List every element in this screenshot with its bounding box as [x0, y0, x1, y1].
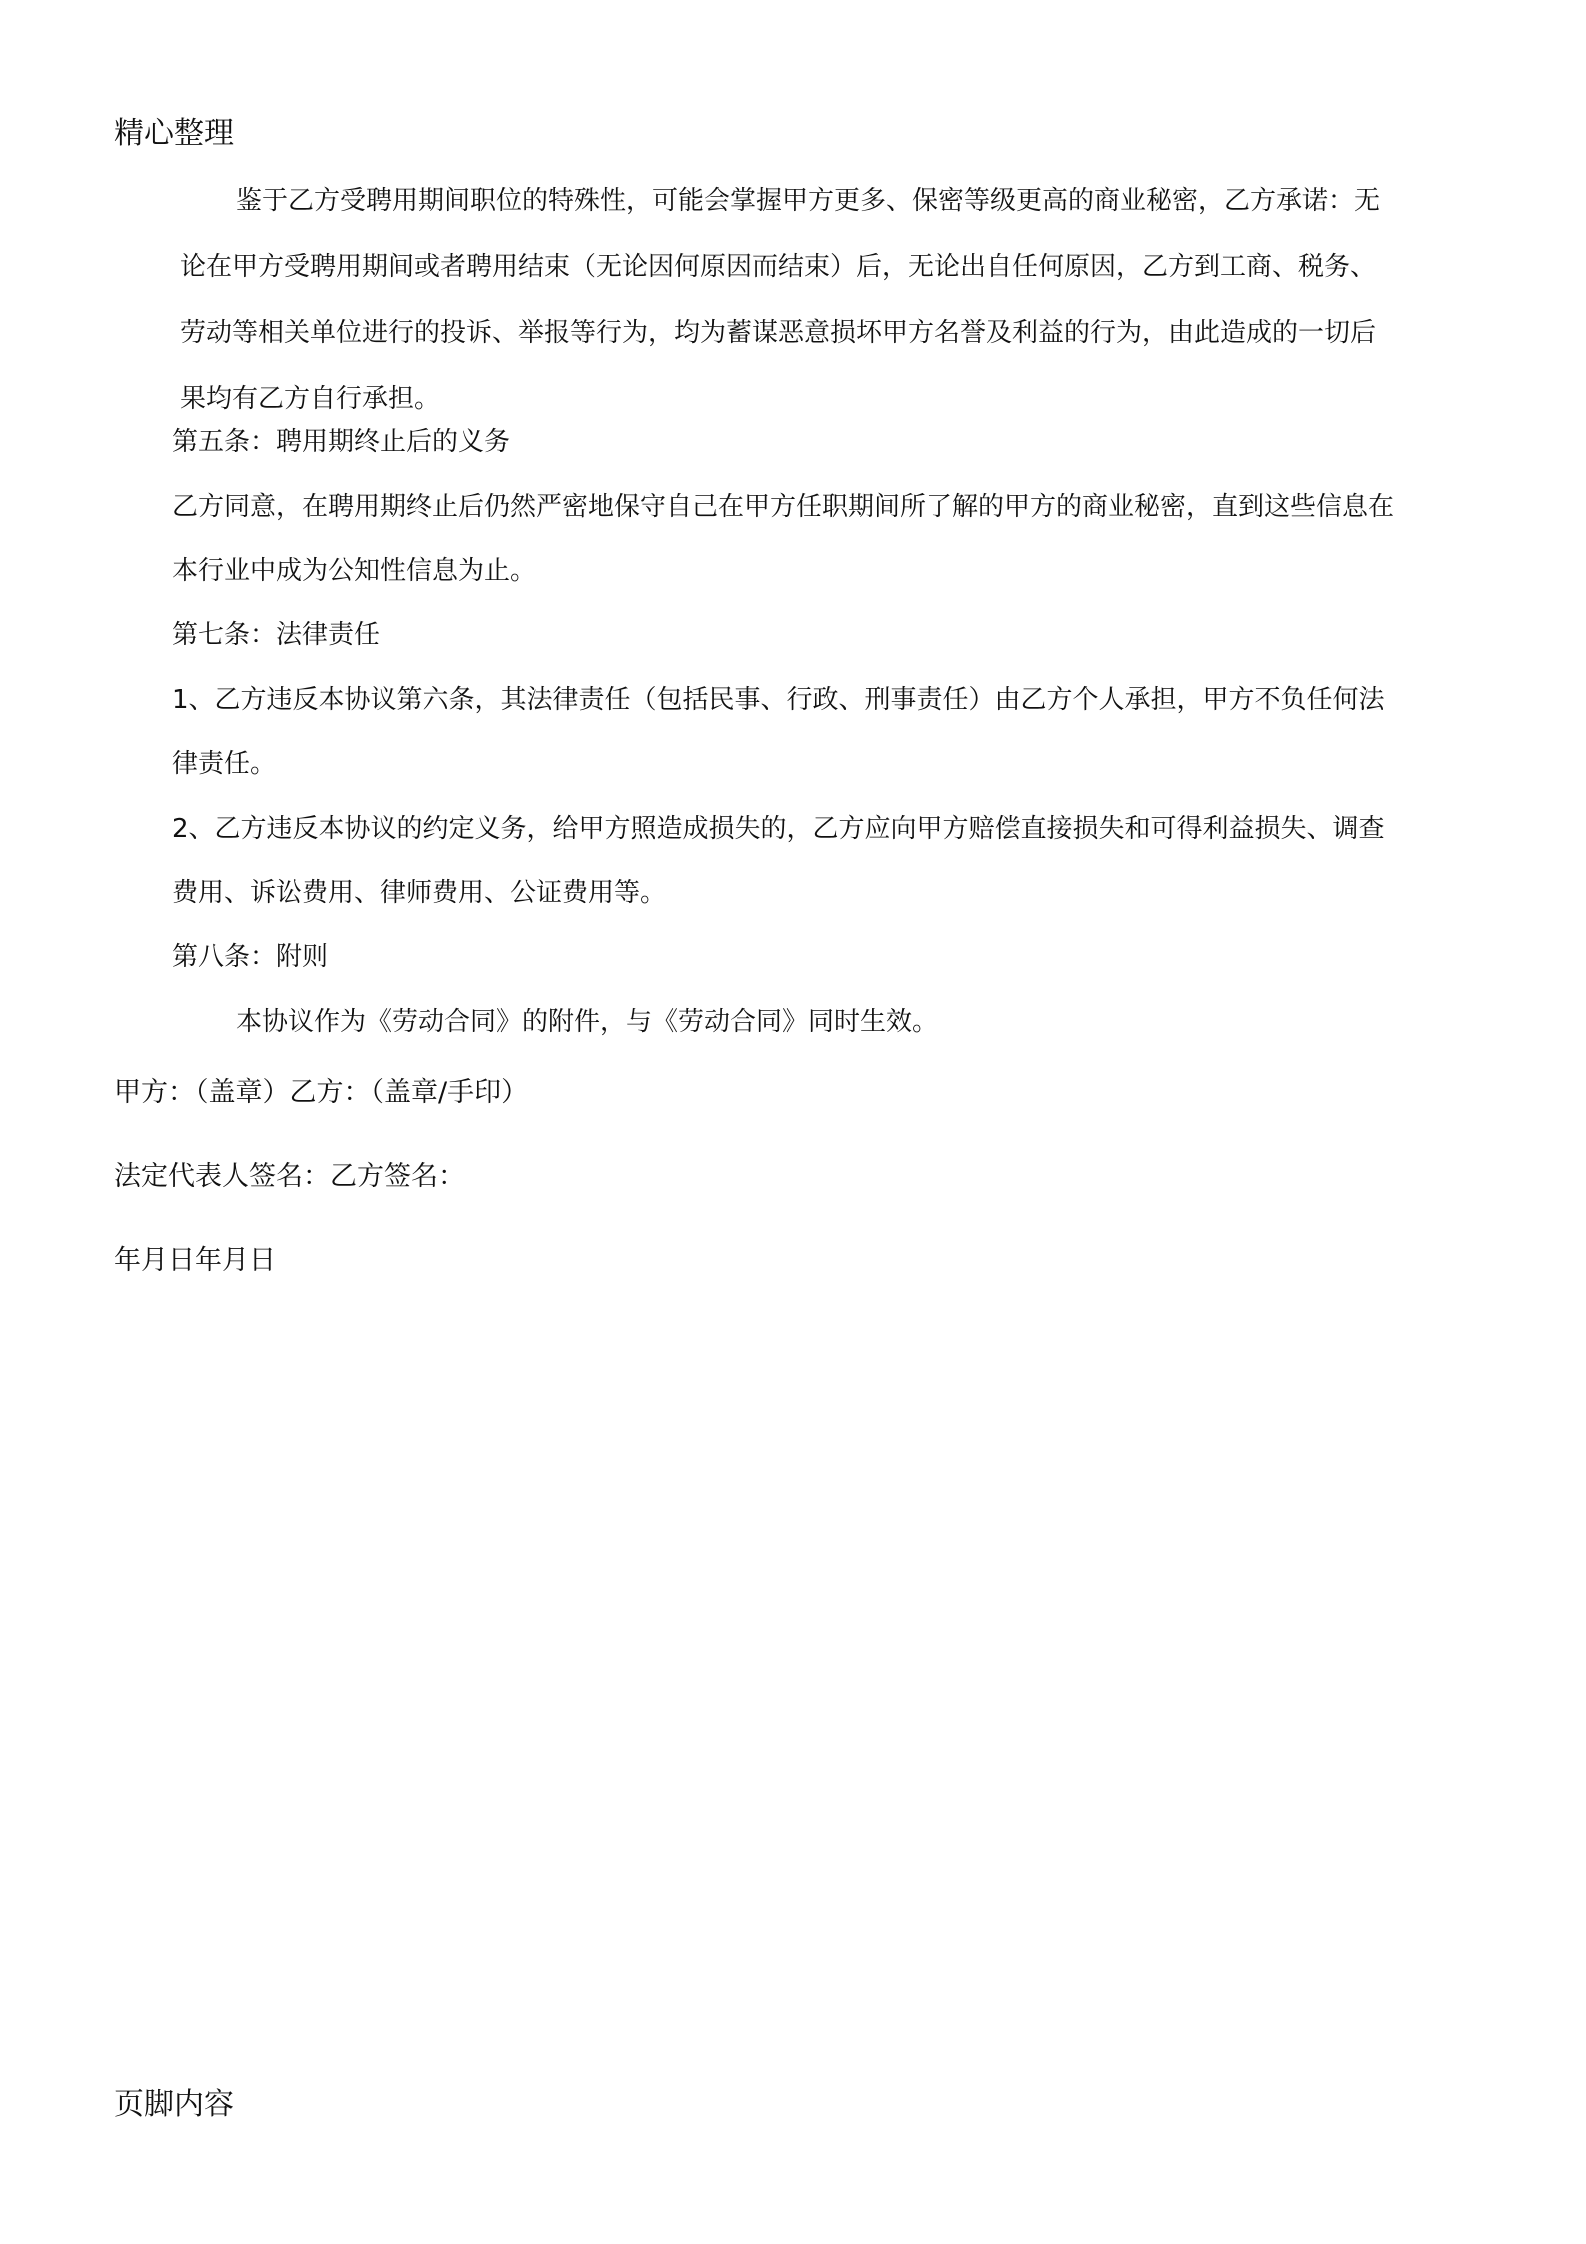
article5-text-line: 本行业中成为公知性信息为止。 — [172, 556, 537, 586]
article7-item1-line: 1、乙方违反本协议第六条，其法律责任（包括民事、行政、刑事责任）由乙方个人承担，甲方不负任何法 — [172, 685, 1385, 715]
paragraph-line: 论在甲方受聘用期间或者聘用结束（无论因何原因而结束）后，无论出自任何原因，乙方到工商、税务、 — [180, 252, 1377, 282]
article5-text-line: 乙方同意，在聘用期终止后仍然严密地保守自己在甲方任职期间所了解的甲方的商业秘密，直到这些信息在 — [172, 492, 1395, 522]
article8-text: 本协议作为《劳动合同》的附件，与《劳动合同》同时生效。 — [236, 1007, 939, 1037]
page-footer: 页脚内容 — [114, 2087, 234, 2122]
article7-heading: 第七条：法律责任 — [172, 620, 381, 650]
confidentiality-paragraph — [172, 168, 1482, 432]
paragraph-line: 果均有乙方自行承担。 — [180, 384, 441, 414]
date-line: 年月日年月日 — [114, 1245, 276, 1276]
page-header: 精心整理 — [114, 116, 234, 151]
article8-heading: 第八条：附则 — [172, 942, 329, 972]
seal-line: 甲方：（盖章）乙方：（盖章/手印） — [114, 1077, 529, 1108]
paragraph-line: 劳动等相关单位进行的投诉、举报等行为，均为蓄谋恶意损坏甲方名誉及利益的行为，由此造成的一切后 — [180, 318, 1377, 348]
paragraph-line: 鉴于乙方受聘用期间职位的特殊性，可能会掌握甲方更多、保密等级更高的商业秘密，乙方承诺：无 — [236, 186, 1381, 216]
article7-item2-line: 2、乙方违反本协议的约定义务，给甲方照造成损失的，乙方应向甲方赔偿直接损失和可得利益损失、调查 — [172, 814, 1385, 844]
signature-line: 法定代表人签名：乙方签名： — [114, 1161, 465, 1192]
article7-item1-line: 律责任。 — [172, 749, 277, 779]
article5-heading: 第五条：聘用期终止后的义务 — [172, 427, 511, 457]
article7-item2-line: 费用、诉讼费用、律师费用、公证费用等。 — [172, 878, 667, 908]
